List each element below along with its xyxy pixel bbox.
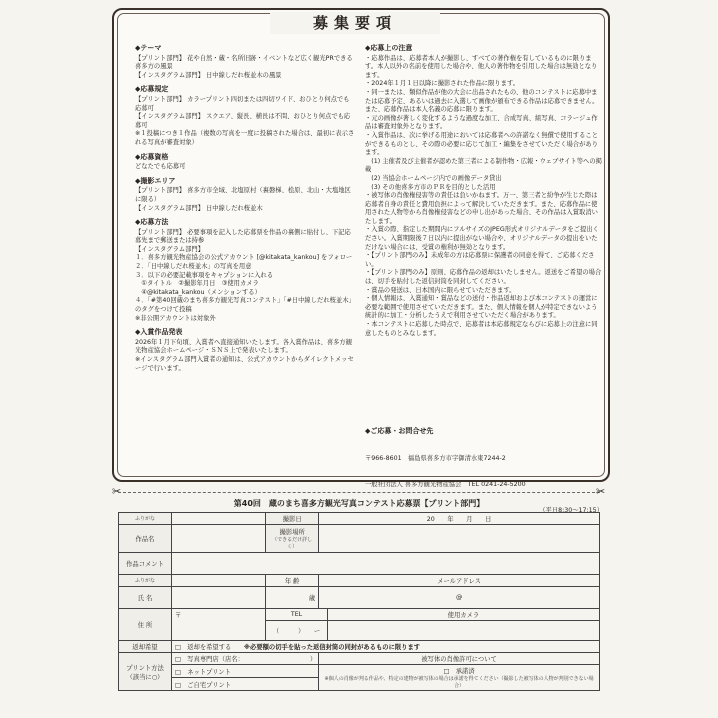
furigana-input[interactable] bbox=[172, 513, 266, 525]
date-input[interactable]: 20 年 月 日 bbox=[319, 513, 600, 525]
comment-input[interactable] bbox=[172, 553, 600, 575]
section-heading: ◆テーマ bbox=[135, 44, 162, 52]
right-column bbox=[365, 44, 603, 343]
section bbox=[135, 153, 355, 172]
section bbox=[135, 85, 355, 147]
left-column bbox=[135, 44, 355, 378]
section-body: 【プリント部門】 喜多方市全域、北塩原村（裏磐梯、桧原、北山・大塩地区に限る） 【インスタグラム部門】 日中線しだれ桜並木 bbox=[135, 187, 351, 212]
name-input[interactable] bbox=[172, 587, 266, 609]
page-title: 募集要項 bbox=[270, 12, 440, 34]
entry-form: ふりがな 撮影日 20 年 月 日 作品名 撮影場所 （できるだけ詳しく） 作品コメント ふりがな 年 齢 メールアドレス 氏 名 歳 @ 住 所 〒 TEL 使用カメラ （ ） ー 返却希望 □ 返却を希望する ※必要額の切手を貼った返信封筒の同封があるものに限ります プリント方法（該当に○） □ 写真専門店（店名： ） 被写体の肖像許可について □ ネットプリント □ 承諾済 ※個人の肖像が判る作品や、特定の建物が被写体の場合は承諾を得てください（撮影した被写体の人物が判別できない場合） □ ご自宅プリント bbox=[118, 512, 600, 691]
consent-checkbox[interactable]: □ 承諾済 bbox=[443, 668, 475, 675]
section bbox=[135, 328, 355, 373]
section-heading: ◆応募上の注意 bbox=[365, 44, 413, 52]
section bbox=[135, 177, 355, 213]
section-body: ・応募作品は、応募者本人が撮影し、すべての著作権を有しているものに限ります。本人以外の名前を使用した場合や、他人の著作物を引用した場合は無効となります。 ・2024年１月１日以降に撮影された作品に限ります。 ・同一または、類似作品が他の大会に出品されたもの、他のコンテストに応募中または応募予定、あるいは過去に入選して画像が頒布できる作品は応募できません。また、応募作品は本人名義の応募に限ります。 ・元の画像が著しく変化するような過度な加工、合成写真、組写真、コラージュ作品は審査対象外となります。 ・入賞作品は、次に挙げる用途においては応募者への許諾なく無償で使用することができるものとし、その際の必要に応じて加工・編集をさせていただく場合があります。 (1) 主催者及び主催者が認めた第三者による制作物・広報・ウェブサイト等への掲載 (2) 当協会ホームページ内での画像データ貸出 (3) その他喜多方市のＰＲを目的とした活用 ・被写体の肖像権侵害等の責任は負いかねます。万一、第三者と紛争が生じた際は応募者自身の責任と費用負担によって解決していただきます。また、応募作品に使用された人物等から肖像権侵害などの申し出があった場合、その作品は入賞取消いたします。 ・入賞の際、指定した期間内にフルサイズのJPEG形式オリジナルデータをご提出ください。入賞期限後７日以内に提出がない場合や、オリジナルデータの提出をいただけない場合には、受賞の権利が無効となります。 ・【プリント部門のみ】未成年の方は応募票に保護者の同意を得て、ご応募ください。 ・【プリント部門のみ】原則、応募作品の返却はいたしません。返送をご希望の場合は、切手を貼付した返信封筒を同封してください。 ・賞品の発送は、日本国内に限らせていただきます。 ・個人情報は、入賞通知・賞品などの送付・作品返却および本コンテストの運営に必要な範囲で使用させていただきます。また、個人情報を個人が特定できないよう統計的に加工・分析したうえで利用させていただく場合があります。 ・本コンテストに応募した時点で、応募者は本応募規定ならびに応募上の注意に同意したものとみなします。 bbox=[365, 54, 602, 337]
section-body: 【プリント部門】 花や自然・蔵・名所旧跡・イベントなど広く観光PRできる喜多方の風景 【インスタグラム部門】 日中線しだれ桜並木の風景 bbox=[135, 54, 353, 79]
scissors-icon: ✂ bbox=[112, 485, 122, 498]
camera-input[interactable] bbox=[327, 621, 599, 641]
section bbox=[365, 44, 603, 338]
section-body: 2026年１月下旬頃、入賞者へ直接通知いたします。各入賞作品は、喜多方観光物産協会ホームページ・ＳＮＳ上で発表いたします。 ※インスタグラム部門入賞者の通知は、公式アカウントからダイレクトメッセージで行います。 bbox=[135, 338, 354, 372]
tel-input[interactable]: （ ） ー bbox=[266, 621, 328, 641]
net-print-checkbox[interactable]: □ ネットプリント bbox=[172, 665, 319, 678]
shop-checkbox[interactable]: □ 写真専門店（店名： ） bbox=[172, 653, 319, 665]
cut-line bbox=[118, 492, 600, 493]
section-body: どなたでも応募可 bbox=[135, 163, 186, 171]
section bbox=[135, 218, 355, 323]
return-checkbox[interactable]: □ 返却を希望する bbox=[175, 644, 232, 651]
section-heading: ◆応募方法 bbox=[135, 218, 169, 227]
email-input[interactable]: @ bbox=[319, 587, 600, 609]
contact-block: ◆ご応募・お問合せ先 〒966-8601 福島県喜多方市字御清水東7244-2 一般社団法人 喜多方観光物産協会 TEL 0241-24-5200 （平日8:30〜17:15） bbox=[365, 427, 603, 514]
section bbox=[135, 44, 355, 80]
scissors-icon: ✂ bbox=[596, 485, 606, 498]
age-input[interactable]: 歳 bbox=[266, 587, 319, 609]
form-title: 第40回 蔵のまち喜多方観光写真コンテスト応募票【プリント部門】 bbox=[233, 499, 485, 508]
section-body: 【プリント部門】 必要事項を記入した応募票を作品の裏側に貼付し、下記応募先まで郵送または持参 【インスタグラム部門】 １．喜多方観光物産協会の公式アカウント [@kitakata_kankou] をフォロー ２．「日中線しだれ桜並木」の写真を用意 ３．以下の必要記載事項をキャプションに入れる ①タイトル ②撮影年月日 ③使用カメラ ④@kitakata_kankou（メンションする） ４．「#第40回蔵のまち喜多方観光写真コンテスト」「#日中線しだれ桜並木」のタグをつけて投稿 ※非公開アカウントは対象外 bbox=[135, 228, 355, 322]
work-title-input[interactable] bbox=[172, 525, 266, 553]
section-heading: ◆撮影エリア bbox=[135, 176, 176, 185]
section-heading: ◆応募資格 bbox=[135, 152, 169, 161]
location-input[interactable] bbox=[319, 525, 600, 553]
home-print-checkbox[interactable]: □ ご自宅プリント bbox=[172, 678, 319, 691]
address-input[interactable]: 〒 bbox=[172, 609, 266, 641]
section-heading: ◆応募規定 bbox=[135, 85, 169, 94]
section-body: 【プリント部門】 カラープリント四切または四切ワイド、おひとり何点でも応募可 【インスタグラム部門】 スクエア、縦長、横長は不問、おひとり何点でも応募可 ※１投稿につき１作品（複数の写真を一度に投稿された場合は、最初に表示される写真が審査対象） bbox=[135, 95, 355, 146]
section-heading: ◆入賞作品発表 bbox=[135, 328, 183, 337]
